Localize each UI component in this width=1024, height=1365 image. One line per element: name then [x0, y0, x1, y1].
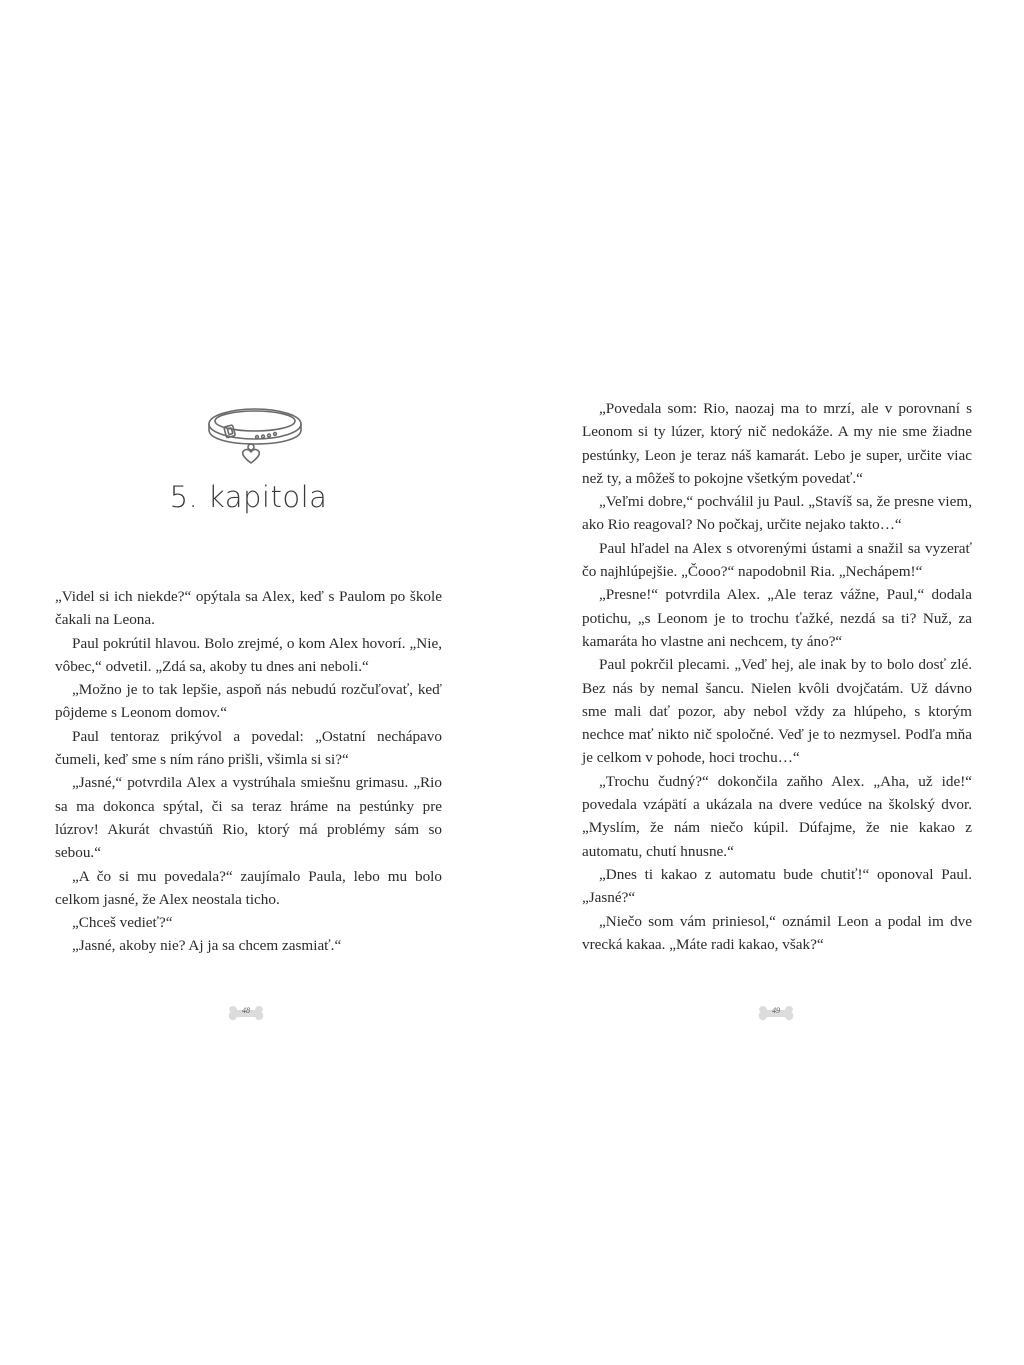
page-number: 48 — [242, 1006, 250, 1015]
right-page-text — [582, 397, 972, 956]
right-page — [582, 0, 972, 1365]
paragraph: Paul pokrčil plecami. „Veď hej, ale inak by to bolo dosť zlé. Bez nás by nemal šancu. Nielen kvôli dvojčatám. Už dávno sme mali dať pozor, aby nebol vždy za hlúpeho, s ktorým nechce mať nikto nič spoločné. Veď je to nezmysel. Podľa mňa je celkom v pohode, hoci trochu…“ — [582, 656, 972, 767]
paragraph: „Jasné, akoby nie? Aj ja sa chcem zasmiať.“ — [72, 937, 342, 955]
paragraph: „Presne!“ potvrdila Alex. „Ale teraz vážne, Paul,“ dodala potichu, „s Leonom je to trochu ťažké, nezdá sa ti? Nuž, za kamaráta ho vlastne ani nechcem, ty áno?“ — [582, 586, 972, 650]
paragraph: „Niečo som vám priniesol,“ oznámil Leon a podal im dve vrecká kakaa. „Máte radi kakao, však?“ — [582, 912, 972, 953]
page-number: 49 — [772, 1006, 780, 1015]
paragraph: Paul pokrútil hlavou. Bolo zrejmé, o kom Alex hovorí. „Nie, vôbec,“ odvetil. „Zdá sa, akoby tu dnes ani neboli.“ — [55, 634, 442, 675]
paragraph: „Chceš vedieť?“ — [72, 914, 173, 932]
paragraph: „Dnes ti kakao z automatu bude chutiť!“ oponoval Paul. „Jasné?“ — [582, 865, 972, 907]
chapter-title: 5. kapitola — [169, 480, 328, 514]
paragraph: Paul hľadel na Alex s otvorenými ústami a snažil sa vyzerať čo najhlúpejšie. „Čooo?“ napodobnil Ria. „Nechápem!“ — [582, 539, 972, 581]
left-page — [55, 0, 442, 1365]
paragraph: „Trochu čudný?“ dokončila zaňho Alex. „Aha, už ide!“ povedala vzápätí a ukázala na dvere vedúce na školský dvor. „Myslím, že nám niečo kúpil. Dúfajme, že nie kakao z automatu, chutí hnusne.“ — [582, 772, 972, 860]
paragraph: „Veľmi dobre,“ pochválil ju Paul. „Stavíš sa, že presne viem, ako Rio reagoval? No počkaj, určite nejako takto…“ — [582, 493, 972, 534]
paragraph: „Jasné,“ potvrdila Alex a vystrúhala smiešnu grimasu. „Rio sa ma dokonca spýtal, či sa teraz hráme na pestúnky pre lúzrov! Akurát chvastúň Rio, ktorý má problémy sám so sebou.“ — [55, 774, 442, 862]
paragraph: „Možno je to tak lepšie, aspoň nás nebudú rozčuľovať, keď pôjdeme s Leonom domov.“ — [55, 681, 442, 722]
paragraph: „Povedala som: Rio, naozaj ma to mrzí, ale v porovnaní s Leonom si ty lúzer, ktorý nič nedokáže. A my nie sme žiadne pestúnky, Leon je teraz náš kamarát. Lebo je super, určite viac než ty, a môžeš to pokojne všetkým povedať.“ — [582, 400, 972, 487]
left-page-text — [55, 585, 442, 958]
paragraph: „Videl si ich niekde?“ opýtala sa Alex, keď s Paulom po škole čakali na Leona. — [55, 588, 442, 629]
dog-collar-icon — [205, 400, 305, 466]
paragraph: „A čo si mu povedala?“ zaujímalo Paula, lebo mu bolo celkom jasné, že Alex neostala ticho. — [55, 867, 442, 908]
paragraph: Paul tentoraz prikývol a povedal: „Ostatní nechápavo čumeli, keď sme s ním ráno prišli, všimla si si?“ — [55, 727, 442, 769]
page-number-left — [226, 1001, 266, 1025]
page-number-right — [756, 1001, 796, 1025]
